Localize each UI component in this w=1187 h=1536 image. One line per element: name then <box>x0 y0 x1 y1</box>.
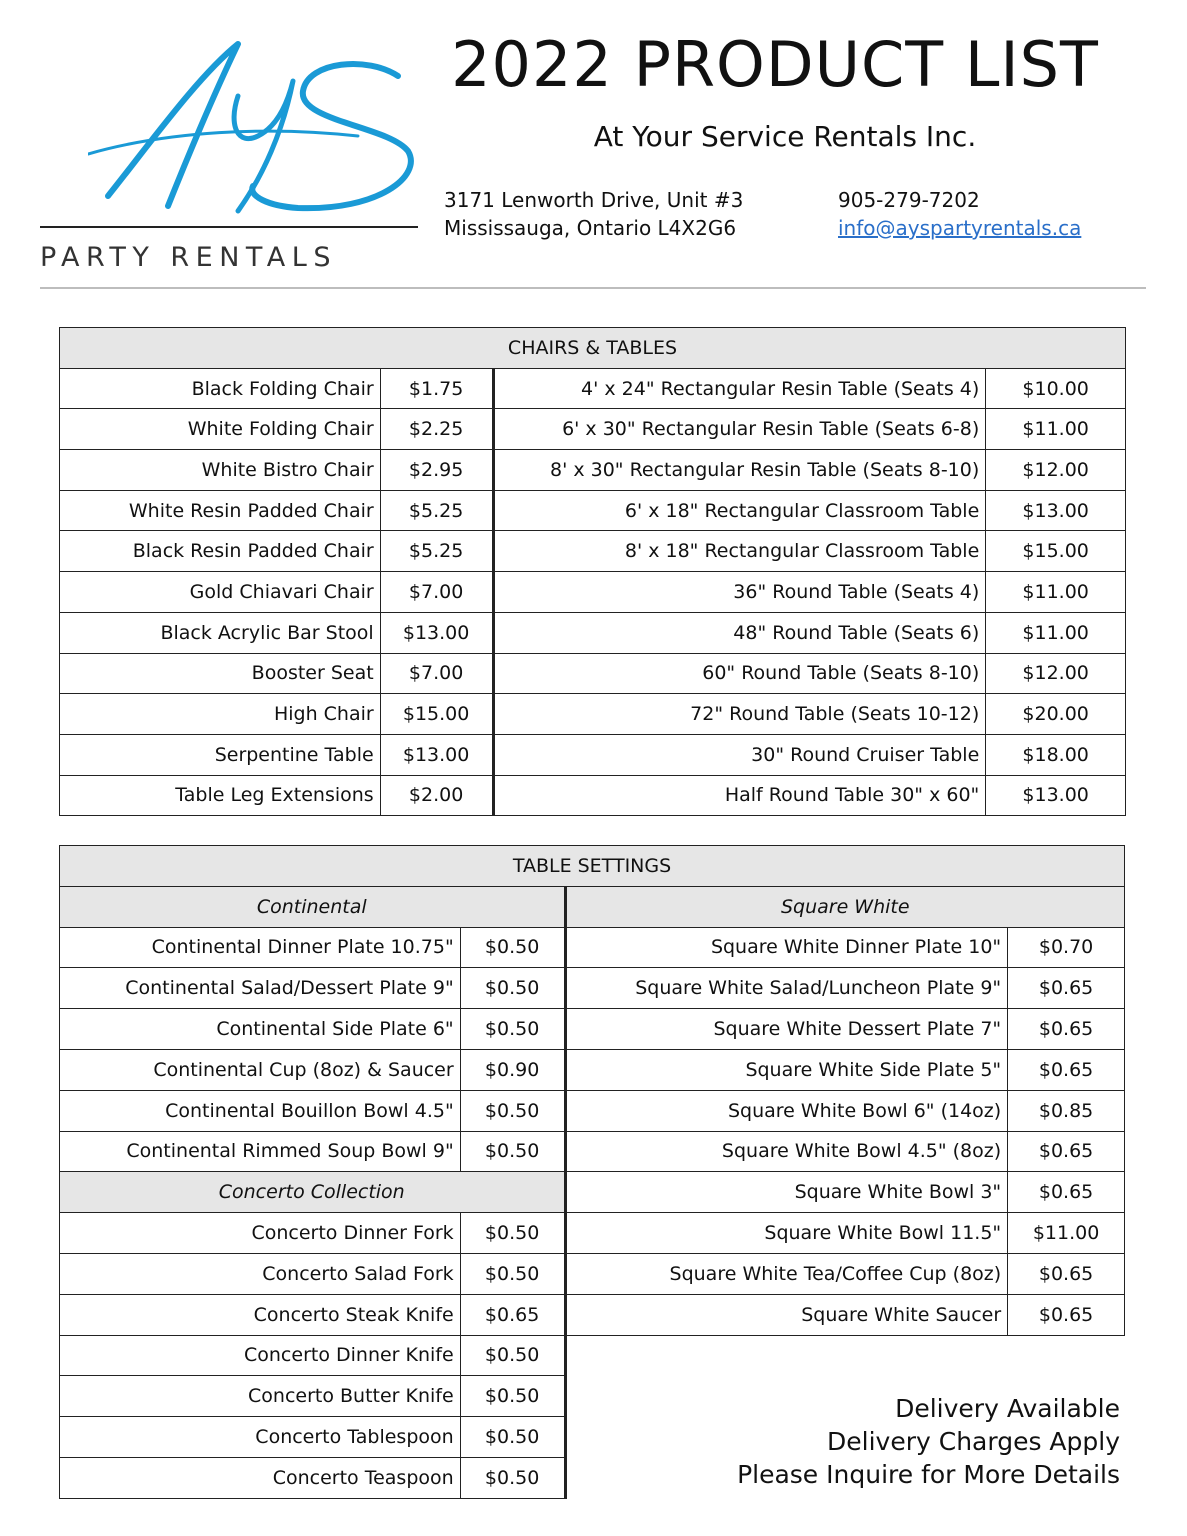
chairs-tables-table <box>59 327 1126 816</box>
item-price: $0.65 <box>1008 1253 1125 1294</box>
item-name: 60" Round Table (Seats 8-10) <box>493 653 986 694</box>
address <box>444 186 743 242</box>
item-price: $18.00 <box>986 734 1126 775</box>
item-price: $7.00 <box>380 653 493 694</box>
table-row <box>60 368 1126 409</box>
item-name: Continental Rimmed Soup Bowl 9" <box>60 1131 461 1172</box>
item-price: $0.65 <box>1008 1131 1125 1172</box>
table-row <box>60 653 1126 694</box>
header-divider <box>40 287 1146 289</box>
item-name: 72" Round Table (Seats 10-12) <box>493 694 986 735</box>
contact-info <box>838 186 1081 242</box>
item-price: $0.65 <box>1008 1294 1125 1335</box>
item-price: $0.50 <box>460 1417 565 1458</box>
empty-cell <box>1008 1335 1125 1376</box>
item-price: $0.85 <box>1008 1090 1125 1131</box>
item-price: $0.50 <box>460 1213 565 1254</box>
concerto-subheader: Concerto Collection <box>60 1172 566 1213</box>
item-price: $2.95 <box>380 450 493 491</box>
table-row <box>60 1090 1125 1131</box>
item-name: Continental Bouillon Bowl 4.5" <box>60 1090 461 1131</box>
item-name: Serpentine Table <box>60 734 381 775</box>
address-line-2: Mississauga, Ontario L4X2G6 <box>444 216 737 240</box>
table-row <box>60 1213 1125 1254</box>
email-link[interactable]: info@ayspartyrentals.ca <box>838 216 1082 240</box>
item-price: $11.00 <box>986 612 1126 653</box>
item-name: Square White Side Plate 5" <box>565 1049 1008 1090</box>
item-name: 8' x 30" Rectangular Resin Table (Seats 8-10) <box>493 450 986 491</box>
phone-number: 905-279-7202 <box>838 188 980 212</box>
item-name: Concerto Dinner Fork <box>60 1213 461 1254</box>
empty-cell <box>565 1335 1008 1376</box>
item-price: $0.50 <box>460 1009 565 1050</box>
item-name: Square White Tea/Coffee Cup (8oz) <box>565 1253 1008 1294</box>
item-price: $2.25 <box>380 409 493 450</box>
item-name: Continental Cup (8oz) & Saucer <box>60 1049 461 1090</box>
item-name: White Bistro Chair <box>60 450 381 491</box>
delivery-line-1: Delivery Available <box>895 1394 1120 1423</box>
item-name: 30" Round Cruiser Table <box>493 734 986 775</box>
item-name: Square White Bowl 6" (14oz) <box>565 1090 1008 1131</box>
item-price: $13.00 <box>380 612 493 653</box>
address-line-1: 3171 Lenworth Drive, Unit #3 <box>444 188 744 212</box>
continental-subheader: Continental <box>60 886 566 927</box>
item-price: $0.65 <box>460 1294 565 1335</box>
item-name: Continental Salad/Dessert Plate 9" <box>60 968 461 1009</box>
square-white-subheader: Square White <box>565 886 1125 927</box>
item-price: $11.00 <box>1008 1213 1125 1254</box>
item-name: Square White Dinner Plate 10" <box>565 927 1008 968</box>
item-price: $0.50 <box>460 1457 565 1498</box>
delivery-note <box>737 1392 1120 1491</box>
table-row <box>60 1009 1125 1050</box>
item-price: $5.25 <box>380 490 493 531</box>
table-row <box>60 694 1126 735</box>
item-price: $0.50 <box>460 1090 565 1131</box>
item-name: Square White Saucer <box>565 1294 1008 1335</box>
logo <box>40 36 420 276</box>
item-name: Black Acrylic Bar Stool <box>60 612 381 653</box>
table-row <box>60 1294 1125 1335</box>
item-price: $0.50 <box>460 1253 565 1294</box>
item-price: $5.25 <box>380 531 493 572</box>
table-row <box>60 531 1126 572</box>
delivery-line-3: Please Inquire for More Details <box>737 1460 1120 1489</box>
item-name: Table Leg Extensions <box>60 775 381 816</box>
item-price: $10.00 <box>986 368 1126 409</box>
item-price: $0.50 <box>460 1131 565 1172</box>
company-name: At Your Service Rentals Inc. <box>593 120 977 153</box>
table-row <box>60 1172 1125 1213</box>
table-row <box>60 775 1126 816</box>
item-name: Concerto Salad Fork <box>60 1253 461 1294</box>
item-name: Gold Chiavari Chair <box>60 572 381 613</box>
item-name: 6' x 30" Rectangular Resin Table (Seats 6-8) <box>493 409 986 450</box>
table-row <box>60 1049 1125 1090</box>
item-name: 48" Round Table (Seats 6) <box>493 612 986 653</box>
item-price: $13.00 <box>986 490 1126 531</box>
item-name: Square White Bowl 3" <box>565 1172 1008 1213</box>
item-price: $0.50 <box>460 1376 565 1417</box>
logo-tagline: PARTY RENTALS <box>40 242 337 273</box>
item-name: Continental Dinner Plate 10.75" <box>60 927 461 968</box>
item-name: Black Resin Padded Chair <box>60 531 381 572</box>
item-name: Square White Bowl 11.5" <box>565 1213 1008 1254</box>
item-price: $13.00 <box>986 775 1126 816</box>
item-name: Concerto Teaspoon <box>60 1457 461 1498</box>
item-name: Square White Bowl 4.5" (8oz) <box>565 1131 1008 1172</box>
page-title: 2022 PRODUCT LIST <box>451 28 1099 101</box>
table-row <box>60 572 1126 613</box>
table-row <box>60 409 1126 450</box>
item-name: Half Round Table 30" x 60" <box>493 775 986 816</box>
item-price: $12.00 <box>986 653 1126 694</box>
delivery-line-2: Delivery Charges Apply <box>827 1427 1120 1456</box>
item-name: Square White Salad/Luncheon Plate 9" <box>565 968 1008 1009</box>
item-price: $0.65 <box>1008 1009 1125 1050</box>
item-name: 4' x 24" Rectangular Resin Table (Seats 4) <box>493 368 986 409</box>
item-name: Concerto Tablespoon <box>60 1417 461 1458</box>
item-name: Concerto Butter Knife <box>60 1376 461 1417</box>
item-name: Black Folding Chair <box>60 368 381 409</box>
table-row <box>60 1335 1125 1376</box>
item-price: $0.65 <box>1008 1172 1125 1213</box>
table-row <box>60 968 1125 1009</box>
item-price: $0.70 <box>1008 927 1125 968</box>
ays-monogram-icon <box>88 36 418 226</box>
item-price: $0.50 <box>460 968 565 1009</box>
item-name: White Folding Chair <box>60 409 381 450</box>
item-price: $0.50 <box>460 1335 565 1376</box>
logo-divider <box>40 226 418 228</box>
table-row <box>60 450 1126 491</box>
item-price: $2.00 <box>380 775 493 816</box>
item-price: $12.00 <box>986 450 1126 491</box>
item-price: $11.00 <box>986 409 1126 450</box>
item-price: $15.00 <box>380 694 493 735</box>
item-name: Continental Side Plate 6" <box>60 1009 461 1050</box>
item-price: $1.75 <box>380 368 493 409</box>
item-price: $20.00 <box>986 694 1126 735</box>
item-price: $7.00 <box>380 572 493 613</box>
item-name: High Chair <box>60 694 381 735</box>
item-name: 8' x 18" Rectangular Classroom Table <box>493 531 986 572</box>
item-name: 6' x 18" Rectangular Classroom Table <box>493 490 986 531</box>
table-row <box>60 490 1126 531</box>
item-name: 36" Round Table (Seats 4) <box>493 572 986 613</box>
item-name: Booster Seat <box>60 653 381 694</box>
item-name: Concerto Steak Knife <box>60 1294 461 1335</box>
item-price: $0.90 <box>460 1049 565 1090</box>
item-price: $0.65 <box>1008 968 1125 1009</box>
table-row <box>60 927 1125 968</box>
table-row <box>60 734 1126 775</box>
item-name: White Resin Padded Chair <box>60 490 381 531</box>
item-price: $0.65 <box>1008 1049 1125 1090</box>
table-row <box>60 1253 1125 1294</box>
table-settings-header: TABLE SETTINGS <box>60 846 1125 887</box>
item-price: $0.50 <box>460 927 565 968</box>
item-price: $13.00 <box>380 734 493 775</box>
item-price: $15.00 <box>986 531 1126 572</box>
item-price: $11.00 <box>986 572 1126 613</box>
item-name: Concerto Dinner Knife <box>60 1335 461 1376</box>
item-name: Square White Dessert Plate 7" <box>565 1009 1008 1050</box>
table-row <box>60 612 1126 653</box>
table-row <box>60 1131 1125 1172</box>
chairs-tables-header: CHAIRS & TABLES <box>60 328 1126 369</box>
